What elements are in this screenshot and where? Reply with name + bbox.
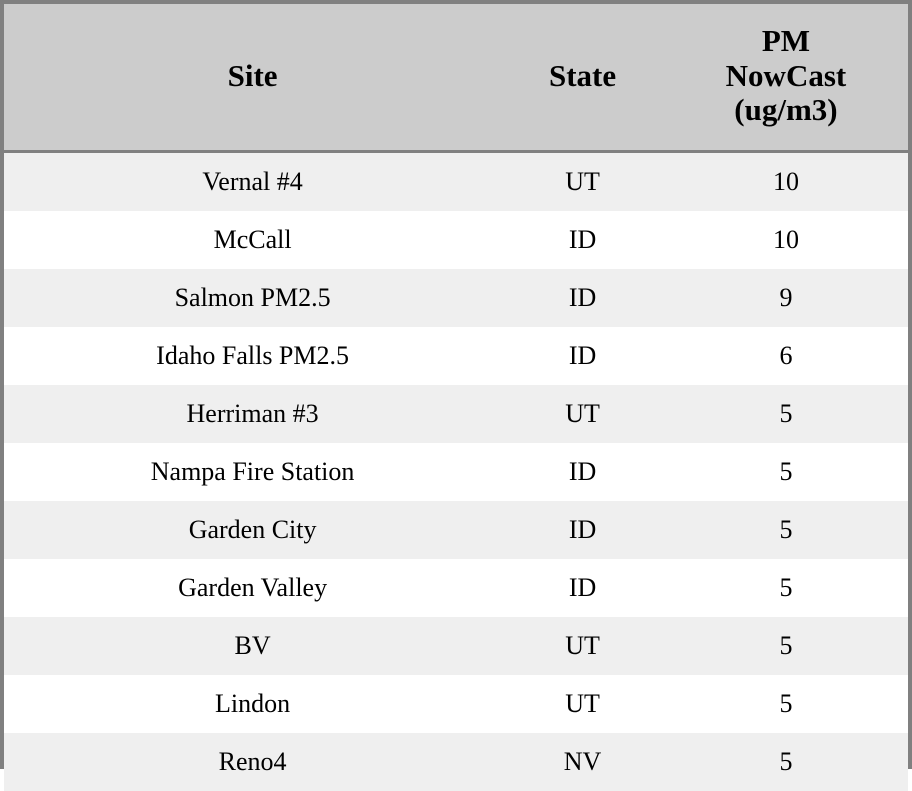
table-row xyxy=(4,501,908,559)
cell-state: ID xyxy=(501,443,664,501)
table-row xyxy=(4,327,908,385)
cell-pm-nowcast: 5 xyxy=(664,385,908,443)
cell-state: UT xyxy=(501,617,664,675)
table-row xyxy=(4,152,908,212)
cell-pm-nowcast: 10 xyxy=(664,152,908,212)
table-row xyxy=(4,443,908,501)
cell-site: Reno4 xyxy=(4,733,501,791)
table-row xyxy=(4,617,908,675)
column-header-pm-nowcast-line-1: PM xyxy=(670,24,902,59)
cell-state: NV xyxy=(501,733,664,791)
table-row xyxy=(4,385,908,443)
cell-state: ID xyxy=(501,211,664,269)
table-row xyxy=(4,269,908,327)
table-header xyxy=(4,4,908,152)
cell-state: ID xyxy=(501,269,664,327)
column-header-site-line-1: Site xyxy=(10,59,495,94)
cell-pm-nowcast: 5 xyxy=(664,559,908,617)
table-row xyxy=(4,675,908,733)
table-row xyxy=(4,211,908,269)
cell-pm-nowcast: 5 xyxy=(664,617,908,675)
cell-site: Garden City xyxy=(4,501,501,559)
cell-pm-nowcast: 9 xyxy=(664,269,908,327)
cell-pm-nowcast: 6 xyxy=(664,327,908,385)
cell-site: Garden Valley xyxy=(4,559,501,617)
column-header-pm-nowcast-line-2: NowCast xyxy=(670,59,902,94)
cell-site: Salmon PM2.5 xyxy=(4,269,501,327)
cell-state: ID xyxy=(501,327,664,385)
column-header-pm-nowcast-line-3: (ug/m3) xyxy=(670,93,902,128)
table-row xyxy=(4,733,908,791)
column-header-site xyxy=(4,4,501,152)
cell-site: Lindon xyxy=(4,675,501,733)
cell-pm-nowcast: 5 xyxy=(664,501,908,559)
cell-pm-nowcast: 5 xyxy=(664,443,908,501)
cell-site: BV xyxy=(4,617,501,675)
cell-site: Vernal #4 xyxy=(4,152,501,212)
table-header-row xyxy=(4,4,908,152)
pm-nowcast-table xyxy=(4,4,908,791)
cell-state: ID xyxy=(501,501,664,559)
cell-state: UT xyxy=(501,152,664,212)
table-body xyxy=(4,152,908,791)
cell-pm-nowcast: 5 xyxy=(664,675,908,733)
cell-pm-nowcast: 5 xyxy=(664,733,908,791)
cell-pm-nowcast: 10 xyxy=(664,211,908,269)
cell-state: UT xyxy=(501,385,664,443)
column-header-state-line-1: State xyxy=(507,59,658,94)
cell-state: ID xyxy=(501,559,664,617)
cell-site: McCall xyxy=(4,211,501,269)
cell-site: Nampa Fire Station xyxy=(4,443,501,501)
column-header-pm-nowcast xyxy=(664,4,908,152)
cell-site: Herriman #3 xyxy=(4,385,501,443)
cell-state: UT xyxy=(501,675,664,733)
cell-site: Idaho Falls PM2.5 xyxy=(4,327,501,385)
column-header-state xyxy=(501,4,664,152)
table-row xyxy=(4,559,908,617)
